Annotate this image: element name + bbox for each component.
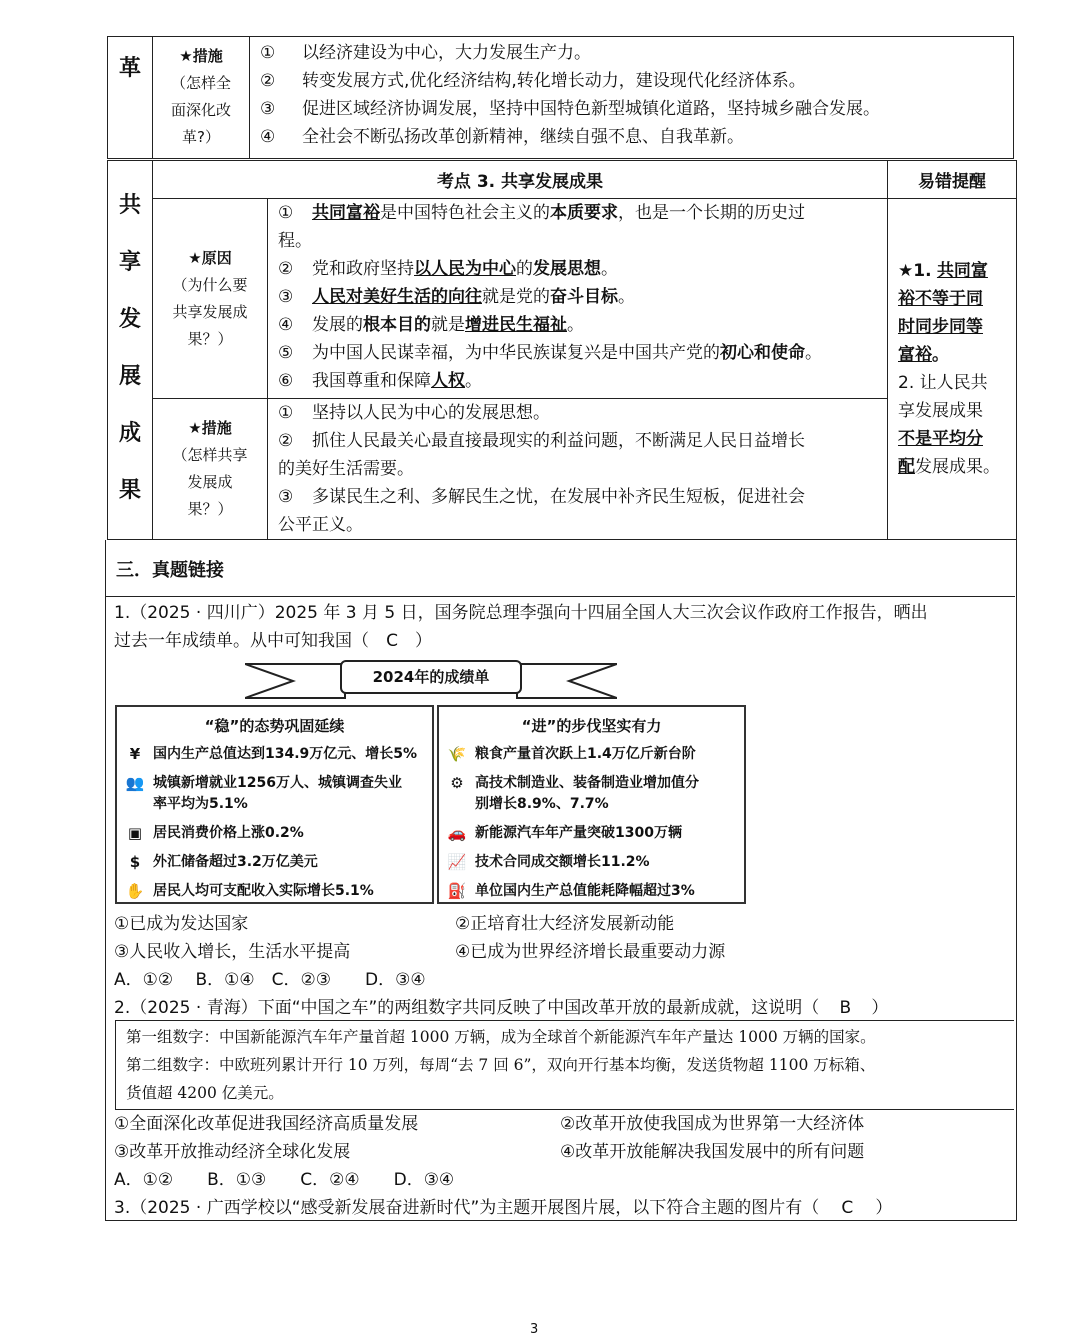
tip-1-text: 富裕 bbox=[898, 345, 932, 365]
q2-answer: B bbox=[839, 998, 852, 1018]
tip-1-marker: ★1. bbox=[898, 261, 932, 281]
share-development-table bbox=[107, 160, 1017, 540]
tip-2-text: 2. 让人民共 bbox=[898, 373, 988, 393]
share-char: 成 bbox=[118, 421, 141, 446]
tip-2-text: 享发展成果 bbox=[898, 401, 983, 421]
stable-item: $ 外汇储备超过3.2万亿美元 bbox=[123, 852, 432, 873]
q2-box-line3: 货值超 4200 亿美元。 bbox=[126, 1084, 284, 1102]
share-char: 果 bbox=[118, 478, 141, 503]
q1-option-2: ②正培育壮大经济发展新动能 bbox=[455, 914, 675, 934]
reform-label-title: ★措施 bbox=[179, 47, 223, 65]
reason-label-sub3: 果？） bbox=[187, 329, 233, 348]
tip-header-cell bbox=[888, 161, 1017, 199]
money-bag-icon: $ bbox=[129, 853, 141, 871]
reason-label-title: ★原因 bbox=[188, 248, 232, 267]
growth-chart-icon: 📈 bbox=[447, 853, 467, 871]
measure-label-cell bbox=[153, 399, 268, 540]
stable-panel bbox=[115, 705, 434, 904]
progress-item: 🌾 粮食产量首次跃上1.4万亿斤新台阶 bbox=[445, 744, 744, 765]
tips-cell: ★1. 共同富 裕不等于同 时同步同等 富裕。 2. 让人民共 享发展成果 不是平均分 配发展成果。 bbox=[888, 199, 1017, 540]
stable-item: ¥ 国内生产总值达到134.9万亿元、增长5% bbox=[123, 744, 432, 765]
tip-2-emphasis: 不是平均分 bbox=[898, 429, 983, 449]
reason-item: ③ 人民对美好生活的向往就是党的奋斗目标。 bbox=[278, 287, 635, 307]
reason-item: ① 共同富裕是中国特色社会主义的本质要求，也是一个长期的历史过 bbox=[278, 203, 805, 223]
q1-choices: A．①② B．①④ C．②③ D．③④ bbox=[114, 970, 426, 990]
q1-option-1: ①已成为发达国家 bbox=[114, 914, 249, 934]
tip-1-text: 时同步同等 bbox=[898, 317, 983, 337]
wallet-icon: ▣ bbox=[127, 824, 143, 842]
q1-option-4: ④已成为世界经济增长最重要动力源 bbox=[455, 942, 726, 962]
fuel-icon: ⛽ bbox=[447, 882, 467, 900]
q1-stem-line2: 过去一年成绩单。从中可知我国（ C ） bbox=[114, 627, 432, 655]
reason-item: ② 党和政府坚持以人民为中心的发展思想。 bbox=[278, 259, 618, 279]
q2-choices: A．①② B．①③ C．②④ D．③④ bbox=[114, 1170, 455, 1190]
people-icon: 👥 bbox=[125, 774, 145, 792]
stable-item: ▣ 居民消费价格上涨0.2% bbox=[123, 823, 432, 844]
measure-item: ③ 多谋民生之利、多解民生之忧，在发展中补齐民生短板，促进社会 bbox=[278, 487, 805, 507]
q2-option-3: ③改革开放推动经济全球化发展 bbox=[114, 1142, 351, 1162]
gear-icon: ⚙ bbox=[450, 774, 464, 792]
page-number: 3 bbox=[530, 1322, 539, 1337]
stable-item: ✋ 居民人均可支配收入实际增长5.1% bbox=[123, 881, 432, 902]
q2-option-4: ④改革开放能解决我国发展中的所有问题 bbox=[560, 1142, 865, 1162]
reason-item: ⑥ 我国尊重和保障人权。 bbox=[278, 371, 482, 391]
reason-item: ④ 发展的根本目的就是增进民生福祉。 bbox=[278, 315, 584, 335]
q1-answer: C bbox=[386, 631, 398, 651]
measure-item: ② 抓住人民最关心最直接最现实的利益问题，不断满足人民日益增长 bbox=[278, 431, 805, 451]
measure-label-sub3: 果？） bbox=[187, 500, 233, 518]
progress-panel-title: “进”的步伐坚实有力 bbox=[521, 717, 662, 735]
reform-measures-table bbox=[107, 36, 1014, 159]
reason-label-cell bbox=[153, 199, 268, 399]
hand-icon: ✋ bbox=[125, 882, 145, 900]
measure-label-sub1: （怎样共享 bbox=[172, 446, 248, 464]
reform-item: ② 转变发展方式,优化经济结构,转化增长动力，建设现代化经济体系。 bbox=[260, 71, 806, 91]
stable-item: 👥 城镇新增就业1256万人、城镇调查失业 率平均为5.1% bbox=[123, 773, 432, 815]
progress-panel bbox=[437, 705, 746, 904]
q2-box-line2: 第二组数字：中欧班列累计开行 10 万列，每周“去 7 回 6”，双向开行基本均衡，发送货物超 1100 万标箱、 bbox=[126, 1056, 876, 1074]
reform-item: ③ 促进区域经济协调发展，坚持中国特色新型城镇化道路，坚持城乡融合发展。 bbox=[260, 99, 880, 119]
progress-item: 📈 技术合同成交额增长11.2% bbox=[445, 852, 744, 873]
share-char: 发 bbox=[118, 307, 141, 332]
reform-char-cell bbox=[108, 37, 153, 159]
q2-option-2: ②改革开放使我国成为世界第一大经济体 bbox=[560, 1114, 865, 1134]
reform-item: ① 以经济建设为中心，大力发展生产力。 bbox=[260, 43, 591, 63]
tip-1-text: 裕不等于同 bbox=[898, 289, 983, 309]
tip-header: 易错提醒 bbox=[918, 172, 986, 192]
measures-cell bbox=[268, 399, 888, 540]
reason-item: ⑤ 为中国人民谋幸福，为中华民族谋复兴是中国共产党的初心和使命。 bbox=[278, 343, 822, 363]
reform-label-cell bbox=[153, 37, 250, 159]
banner-title: 2024年的成绩单 bbox=[372, 668, 490, 686]
section3-title: 三．真题链接 bbox=[116, 560, 224, 581]
q3-answer: C bbox=[841, 1198, 854, 1218]
share-char: 共 bbox=[118, 193, 141, 218]
share-header-cell bbox=[153, 161, 888, 199]
reform-char: 革 bbox=[118, 56, 141, 81]
reason-label-sub2: 共享发展成 bbox=[172, 302, 248, 321]
reform-label-sub2: 面深化改 bbox=[170, 101, 231, 119]
q3-stem: 3.（2025 · 广西学校以“感受新发展奋进新时代”为主题开展图片展，以下符合主题的图片有（ C ） bbox=[114, 1194, 892, 1222]
reason-item-cont: 程。 bbox=[278, 231, 312, 251]
measure-item-cont: 公平正义。 bbox=[278, 515, 363, 535]
measure-item-cont: 的美好生活需要。 bbox=[278, 459, 414, 479]
q2-box-line1: 第一组数字：中国新能源汽车年产量首超 1000 万辆，成为全球首个新能源汽车年产量达 1000 万辆的国家。 bbox=[126, 1028, 876, 1046]
measure-label-sub2: 发展成 bbox=[187, 473, 233, 491]
car-icon: 🚗 bbox=[447, 824, 467, 842]
reasons-cell bbox=[268, 199, 888, 399]
share-vertical-cell bbox=[108, 161, 153, 540]
gdp-icon: ¥ bbox=[129, 745, 141, 763]
q1-stem-line1: 1.（2025 · 四川广）2025 年 3 月 5 日，国务院总理李强向十四届全国人大三次会议作政府工作报告，晒出 bbox=[114, 603, 928, 623]
reform-label-sub3: 革?） bbox=[182, 128, 220, 146]
reason-label-sub1: （为什么要 bbox=[172, 275, 248, 294]
progress-item: ⛽ 单位国内生产总值能耗降幅超过3% bbox=[445, 881, 744, 902]
tip-2-emphasis: 配 bbox=[898, 457, 915, 477]
progress-item: 🚗 新能源汽车年产量突破1300万辆 bbox=[445, 823, 744, 844]
measure-label-title: ★措施 bbox=[188, 419, 232, 437]
measure-item: ① 坚持以人民为中心的发展思想。 bbox=[278, 403, 550, 423]
progress-item: ⚙ 高技术制造业、装备制造业增加值分 别增长8.9%、7.7% bbox=[445, 773, 744, 815]
grain-icon: 🌾 bbox=[447, 745, 467, 763]
reform-label-sub1: （怎样全 bbox=[170, 74, 231, 92]
q2-data-box bbox=[115, 1020, 1014, 1110]
share-header: 考点 3. 共享发展成果 bbox=[436, 172, 604, 192]
q1-option-3: ③人民收入增长，生活水平提高 bbox=[114, 942, 351, 962]
share-char: 享 bbox=[118, 250, 141, 275]
reform-item: ④ 全社会不断弘扬改革创新精神，继续自强不息、自我革新。 bbox=[260, 127, 744, 147]
q2-option-1: ①全面深化改革促进我国经济高质量发展 bbox=[114, 1114, 419, 1134]
q2-stem: 2.（2025 · 青海）下面“中国之车”的两组数字共同反映了中国改革开放的最新成就，这说明（ B ） bbox=[114, 994, 888, 1022]
reform-items-cell bbox=[250, 37, 1014, 159]
share-char: 展 bbox=[118, 364, 141, 389]
section-divider bbox=[105, 596, 1015, 597]
stable-panel-title: “稳”的态势巩固延续 bbox=[204, 717, 345, 735]
tip-1-text: 共同富 bbox=[936, 261, 988, 281]
